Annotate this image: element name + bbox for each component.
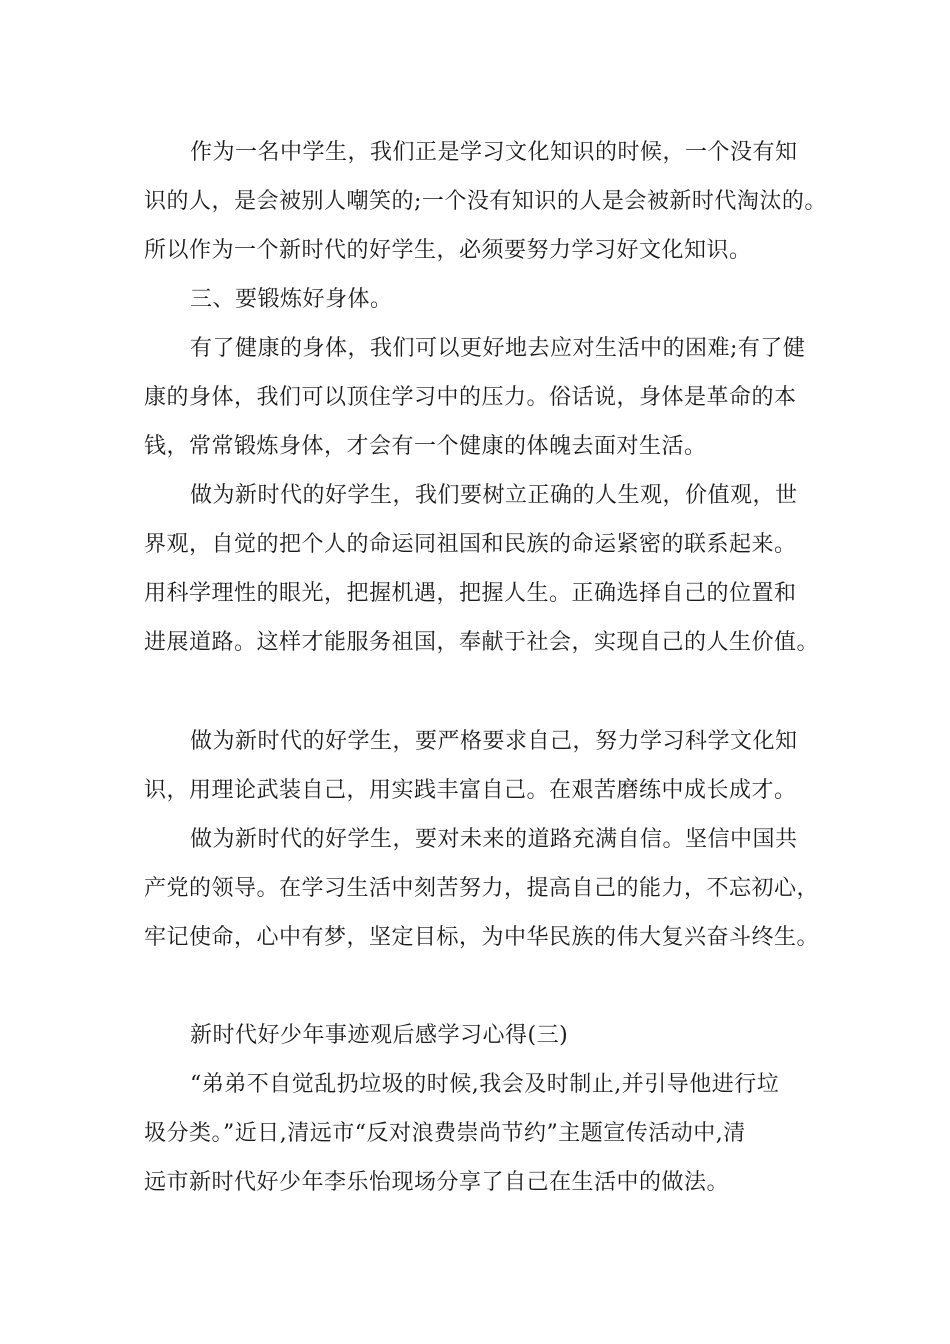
paragraph-2-line-1: 有了健康的身体，我们可以更好地去应对生活中的困难;有了健 <box>190 336 806 361</box>
paragraph-3-line-4: 进展道路。这样才能服务祖国，奉献于社会，实现自己的人生价值。 <box>144 630 820 655</box>
paragraph-5-line-1: 做为新时代的好学生，要对未来的道路充满自信。坚信中国共 <box>190 827 798 852</box>
paragraph-2-line-2: 康的身体，我们可以顶住学习中的压力。俗话说，身体是革命的本 <box>144 385 797 410</box>
section-heading-3: 三、要锻炼好身体。 <box>190 287 393 312</box>
paragraph-6-line-1: “弟弟不自觉乱扔垃圾的时候,我会及时制止,并引导他进行垃 <box>190 1072 780 1097</box>
paragraph-5-line-3: 牢记使命，心中有梦，坚定目标，为中华民族的伟大复兴奋斗终生。 <box>144 925 820 950</box>
paragraph-3-line-2: 界观，自觉的把个人的命运同祖国和民族的命运紧密的联系起来。 <box>144 532 797 557</box>
paragraph-5-line-2: 产党的领导。在学习生活中刻苦努力，提高自己的能力，不忘初心， <box>144 876 820 901</box>
paragraph-3-line-1: 做为新时代的好学生，我们要树立正确的人生观，价值观，世 <box>190 483 798 508</box>
paragraph-4-line-1: 做为新时代的好学生，要严格要求自己，努力学习科学文化知 <box>190 729 798 754</box>
paragraph-1-line-2: 识的人，是会被别人嘲笑的;一个没有知识的人是会被新时代淘汰的。 <box>144 189 827 214</box>
paragraph-4-line-2: 识，用理论武装自己，用实践丰富自己。在艰苦磨练中成长成才。 <box>144 778 797 803</box>
paragraph-3-line-3: 用科学理性的眼光，把握机遇，把握人生。正确选择自己的位置和 <box>144 581 797 606</box>
paragraph-6-line-2: 圾分类。”近日,清远市“反对浪费崇尚节约”主题宣传活动中,清 <box>144 1121 746 1146</box>
paragraph-2-line-3: 钱，常常锻炼身体，才会有一个健康的体魄去面对生活。 <box>144 434 707 459</box>
paragraph-6-line-3: 远市新时代好少年李乐怡现场分享了自己在生活中的做法。 <box>144 1170 730 1195</box>
article-title: 新时代好少年事迹观后感学习心得(三) <box>190 1023 569 1048</box>
paragraph-1-line-1: 作为一名中学生，我们正是学习文化知识的时候，一个没有知 <box>190 140 798 165</box>
paragraph-1-line-3: 所以作为一个新时代的好学生，必须要努力学习好文化知识。 <box>144 238 752 263</box>
